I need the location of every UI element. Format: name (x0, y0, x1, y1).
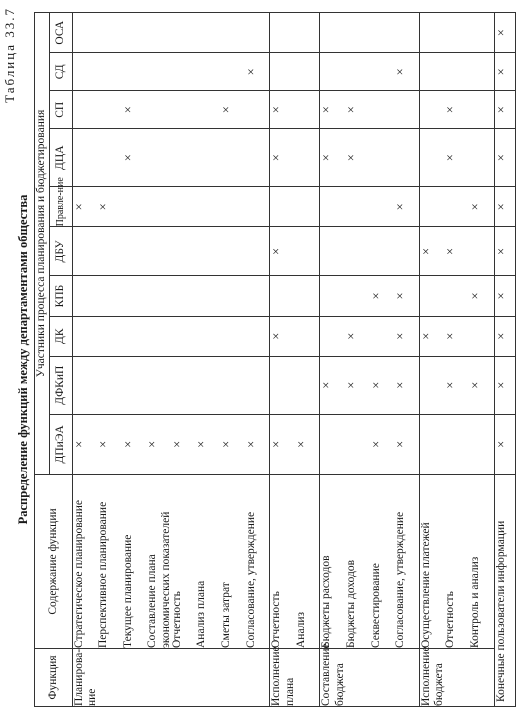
mark: × (96, 203, 111, 211)
mark: × (368, 292, 383, 300)
mark (370, 129, 395, 186)
mark: × (393, 68, 408, 76)
mark (370, 91, 395, 128)
header-dept: ДК (49, 316, 72, 356)
content-text: Отчетность (444, 591, 457, 648)
mark (146, 129, 171, 186)
content-text: Отчетность (170, 591, 183, 648)
function-cell: Исполнение бюджета (419, 649, 494, 707)
mark-column-cell (320, 227, 419, 276)
mark (295, 91, 320, 128)
header-dept: ДФКиП (49, 356, 72, 414)
final-row-content: Конечные пользователи информации (494, 474, 515, 706)
mark: × (344, 106, 359, 114)
mark (420, 187, 445, 226)
mark (195, 91, 220, 128)
mark (195, 276, 220, 315)
content-item (270, 475, 295, 648)
mark (73, 276, 98, 315)
mark (370, 13, 395, 52)
mark (270, 276, 295, 315)
table-body (72, 13, 515, 707)
mark: × (269, 154, 284, 162)
header-dept: СД (49, 53, 72, 91)
mark (220, 129, 245, 186)
mark-cell: × (494, 129, 515, 187)
mark (220, 13, 245, 52)
mark (345, 227, 370, 275)
header-dept: СП (49, 91, 72, 129)
mark (320, 227, 345, 275)
table-number: Таблица 33.7 (2, 7, 17, 103)
header-participants: Участники процесса планирования и бюджетирования (35, 13, 50, 475)
mark-column-cell (72, 91, 270, 129)
mark (420, 13, 445, 52)
mark (245, 13, 270, 52)
mark: × (120, 154, 135, 162)
mark-column-cell (270, 316, 320, 356)
mark (320, 53, 345, 90)
mark: × (293, 440, 308, 448)
mark-column-cell (72, 276, 270, 316)
mark (370, 187, 395, 226)
mark (295, 276, 320, 315)
mark: × (269, 332, 284, 340)
mark (146, 91, 171, 128)
header-dept: КПБ (49, 276, 72, 316)
mark (295, 317, 320, 356)
mark (420, 276, 445, 315)
content-text: Отчетность (270, 591, 283, 648)
mark: × (120, 440, 135, 448)
mark: × (418, 247, 433, 255)
mark: × (443, 154, 458, 162)
mark-cell: × (494, 316, 515, 356)
mark-column-cell (419, 316, 494, 356)
mark (345, 13, 370, 52)
mark (295, 227, 320, 275)
content-item (370, 475, 395, 648)
mark-cell: × (494, 13, 515, 53)
mark (195, 129, 220, 186)
mark (171, 53, 196, 90)
content-item (195, 475, 220, 648)
mark-column-cell (270, 227, 320, 276)
mark (444, 415, 469, 474)
content-text: Анализ плана (195, 580, 208, 648)
mark (73, 13, 98, 52)
mark: × (443, 381, 458, 389)
mark (97, 227, 122, 275)
mark (146, 317, 171, 356)
content-item (97, 475, 122, 648)
mark (270, 53, 295, 90)
mark (122, 276, 147, 315)
mark (97, 317, 122, 356)
header-function: Функция (35, 649, 73, 707)
mark: × (319, 106, 334, 114)
mark (195, 13, 220, 52)
mark-column-cell (320, 91, 419, 129)
mark (220, 227, 245, 275)
mark: × (219, 440, 234, 448)
mark (345, 276, 370, 315)
mark (370, 227, 395, 275)
mark: × (393, 203, 408, 211)
mark (444, 187, 469, 226)
header-dept: ДБУ (49, 227, 72, 276)
content-item (122, 475, 147, 648)
mark (73, 317, 98, 356)
mark: × (443, 247, 458, 255)
mark (245, 357, 270, 414)
content-text: Бюджеты доходов (345, 559, 358, 648)
mark: × (468, 203, 482, 211)
content-item (320, 475, 345, 648)
mark (195, 53, 220, 90)
content-text: Осуществление платежей (419, 522, 432, 648)
content-text: Анализ (294, 611, 307, 648)
mark (370, 317, 395, 356)
mark-column-cell (320, 316, 419, 356)
mark: × (393, 440, 408, 448)
mark (97, 357, 122, 414)
mark (420, 129, 445, 186)
function-cell: Исполнение плана (270, 649, 320, 707)
function-cell: Планирова-ние (72, 649, 270, 707)
mark-column-cell (320, 276, 419, 316)
mark-column-cell (270, 13, 320, 53)
mark (420, 91, 445, 128)
mark: × (71, 440, 86, 448)
content-text: Стратегическое планирование (72, 500, 85, 648)
mark-cell: × (494, 276, 515, 316)
content-cell (419, 474, 494, 648)
mark-column-cell (72, 187, 270, 227)
mark (146, 276, 171, 315)
mark (97, 276, 122, 315)
section-row (270, 13, 320, 707)
content-item (220, 475, 245, 648)
mark (245, 91, 270, 128)
mark: × (120, 106, 135, 114)
mark-column-cell (419, 129, 494, 187)
mark: × (368, 381, 383, 389)
mark (245, 187, 270, 226)
mark (73, 53, 98, 90)
mark: × (145, 440, 160, 448)
mark (220, 53, 245, 90)
mark: × (393, 292, 408, 300)
mark-column-cell (72, 227, 270, 276)
mark-cell: × (494, 414, 515, 474)
mark (370, 53, 395, 90)
mark (295, 13, 320, 52)
header-dept: ДПиЭА (49, 414, 72, 474)
content-item (394, 475, 419, 648)
content-text: Сметы затрат (220, 582, 233, 648)
mark-cell: × (494, 187, 515, 227)
mark (171, 129, 196, 186)
mark (394, 227, 419, 275)
mark (146, 13, 171, 52)
mark (195, 357, 220, 414)
mark (444, 276, 469, 315)
mark-column-cell (419, 91, 494, 129)
mark-column-cell (72, 129, 270, 187)
mark (122, 227, 147, 275)
mark (420, 53, 445, 90)
section-row (320, 13, 419, 707)
mark (469, 91, 494, 128)
mark (320, 276, 345, 315)
mark-column-cell (320, 414, 419, 474)
mark-column-cell (320, 129, 419, 187)
mark: × (393, 332, 408, 340)
header-dept: ОСА (49, 13, 72, 53)
mark (469, 317, 494, 356)
content-text: Контроль и анализ (469, 556, 481, 648)
content-item (469, 475, 494, 648)
mark (345, 187, 370, 226)
mark-column-cell (72, 13, 270, 53)
mark: × (443, 106, 458, 114)
content-item (444, 475, 469, 648)
mark (469, 13, 494, 52)
final-row (494, 13, 515, 707)
mark-column-cell (320, 53, 419, 91)
mark-column-cell (270, 129, 320, 187)
mark-column-cell (419, 13, 494, 53)
mark-column-cell (419, 414, 494, 474)
mark-column-cell (270, 356, 320, 414)
mark-column-cell (270, 53, 320, 91)
mark (220, 317, 245, 356)
mark (270, 13, 295, 52)
mark-column-cell (270, 91, 320, 129)
content-item (146, 475, 171, 648)
mark: × (243, 68, 258, 76)
mark: × (443, 332, 458, 340)
mark-column-cell (320, 13, 419, 53)
mark (469, 415, 494, 474)
mark (122, 317, 147, 356)
mark (171, 357, 196, 414)
mark (320, 317, 345, 356)
mark (320, 13, 345, 52)
mark: × (269, 440, 284, 448)
content-item (73, 475, 98, 648)
mark (146, 357, 171, 414)
content-text: экономических показателей (159, 511, 172, 648)
mark (146, 227, 171, 275)
mark (146, 53, 171, 90)
mark (122, 53, 147, 90)
mark: × (393, 381, 408, 389)
content-item (345, 475, 370, 648)
mark (345, 53, 370, 90)
mark (295, 53, 320, 90)
mark (122, 187, 147, 226)
mark-column-cell (72, 53, 270, 91)
mark (171, 91, 196, 128)
mark (73, 227, 98, 275)
mark (122, 357, 147, 414)
mark-column-cell (320, 356, 419, 414)
mark (97, 129, 122, 186)
mark-column-cell (419, 53, 494, 91)
content-cell (72, 474, 270, 648)
mark (295, 357, 320, 414)
mark (295, 187, 320, 226)
mark (171, 187, 196, 226)
mark (220, 187, 245, 226)
content-text: Текущее планирование (121, 534, 134, 648)
mark (345, 415, 370, 474)
mark: × (468, 292, 482, 300)
mark (270, 357, 295, 414)
content-text: Составление плана (146, 554, 159, 648)
mark (245, 317, 270, 356)
mark: × (169, 440, 184, 448)
mark-column-cell (419, 187, 494, 227)
mark (73, 129, 98, 186)
mark-column-cell (270, 414, 320, 474)
content-text: Согласование, утверждение (244, 511, 257, 648)
content-text: Секвестирование (369, 563, 382, 648)
mark (171, 317, 196, 356)
mark (97, 91, 122, 128)
content-text: Согласование, утверждение (394, 511, 407, 648)
mark: × (344, 154, 359, 162)
header-dept: ДЦА (49, 129, 72, 187)
mark (97, 13, 122, 52)
mark (394, 91, 419, 128)
mark (195, 187, 220, 226)
mark-column-cell (419, 356, 494, 414)
content-cell (270, 474, 320, 648)
header-dept: Правле-ние (49, 187, 72, 227)
mark (220, 276, 245, 315)
mark: × (468, 381, 482, 389)
mark: × (194, 440, 209, 448)
mark (320, 187, 345, 226)
mark (220, 357, 245, 414)
mark: × (319, 154, 334, 162)
mark: × (368, 440, 383, 448)
mark-column-cell (419, 276, 494, 316)
mark (245, 276, 270, 315)
mark: × (96, 440, 111, 448)
content-item (171, 475, 196, 648)
function-cell: Составление бюджета (320, 649, 419, 707)
mark (469, 53, 494, 90)
mark (270, 187, 295, 226)
mark: × (319, 381, 334, 389)
mark-column-cell (270, 187, 320, 227)
mark (420, 415, 445, 474)
content-item (420, 475, 445, 648)
mark (171, 13, 196, 52)
mark: × (344, 381, 359, 389)
mark: × (269, 106, 284, 114)
mark-cell: × (494, 356, 515, 414)
mark: × (344, 332, 359, 340)
mark (245, 129, 270, 186)
content-item (245, 475, 270, 648)
mark (97, 53, 122, 90)
mark: × (418, 332, 433, 340)
mark (394, 13, 419, 52)
mark (73, 91, 98, 128)
mark: × (219, 106, 234, 114)
mark (469, 129, 494, 186)
mark-column-cell (320, 187, 419, 227)
mark (146, 187, 171, 226)
mark (295, 129, 320, 186)
mark-column-cell (270, 276, 320, 316)
mark: × (269, 247, 284, 255)
mark-column-cell (419, 227, 494, 276)
mark (171, 227, 196, 275)
content-text: Перспективное планирование (97, 501, 110, 648)
header-content: Содержание функции (35, 474, 73, 648)
mark-cell: × (494, 91, 515, 129)
mark-column-cell (72, 356, 270, 414)
mark (73, 357, 98, 414)
mark-cell: × (494, 227, 515, 276)
table-title: Распределение функций между департаментами общества (16, 194, 30, 525)
mark (245, 227, 270, 275)
content-item (295, 475, 320, 648)
mark: × (71, 203, 86, 211)
section-row (72, 13, 270, 707)
content-text: Бюджеты расходов (320, 555, 333, 648)
mark (171, 276, 196, 315)
mark (420, 357, 445, 414)
mark (320, 415, 345, 474)
mark (469, 227, 494, 275)
mark (394, 129, 419, 186)
mark-cell: × (494, 53, 515, 91)
mark (444, 53, 469, 90)
mark-column-cell (72, 414, 270, 474)
content-cell (320, 474, 419, 648)
mark: × (243, 440, 258, 448)
mark (195, 227, 220, 275)
mark-column-cell (72, 316, 270, 356)
mark (195, 317, 220, 356)
function-distribution-table (34, 12, 516, 707)
mark (122, 13, 147, 52)
section-row (419, 13, 494, 707)
mark (444, 13, 469, 52)
